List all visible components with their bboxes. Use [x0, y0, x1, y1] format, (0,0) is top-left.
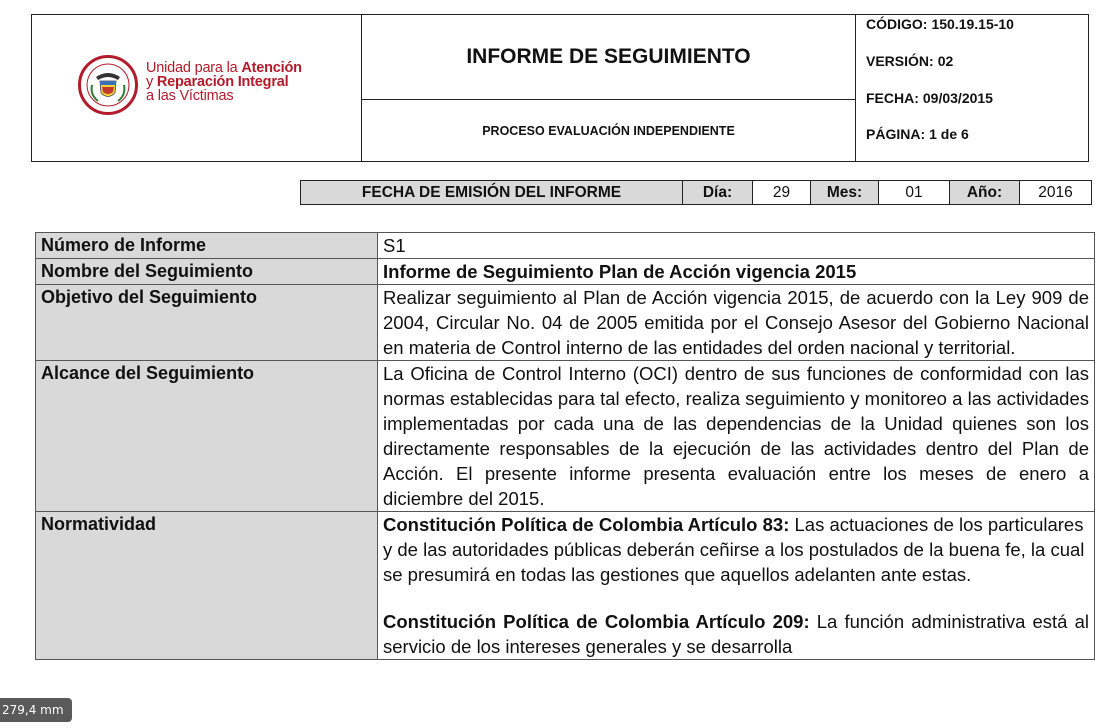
- emission-date-row: [300, 180, 1092, 205]
- meta-codigo: CÓDIGO: 150.19.15-10: [866, 16, 1014, 32]
- page-size-badge: 279,4 mm: [0, 698, 72, 722]
- table-row: [36, 285, 1095, 361]
- norma-2: Constitución Política de Colombia Artículo 209: La función administrativa está al servicio de los intereses generales y se desarrolla: [383, 611, 1089, 657]
- logo-line2-bold: Reparación Integral: [156, 74, 289, 90]
- nombre-value: Informe de Seguimiento Plan de Acción vigencia 2015: [378, 259, 1095, 285]
- document-title: INFORME DE SEGUIMIENTO: [362, 15, 856, 100]
- logo-text: [146, 61, 302, 103]
- nombre-label: Nombre del Seguimiento: [36, 259, 378, 285]
- logo-line1-prefix: Unidad para la: [146, 60, 242, 76]
- logo-line3: a las Víctimas: [146, 88, 234, 104]
- table-row: [36, 361, 1095, 512]
- logo-cell: [32, 15, 362, 161]
- process-name: PROCESO EVALUACIÓN INDEPENDIENTE: [362, 100, 856, 161]
- meta-pagina: PÁGINA: 1 de 6: [866, 126, 969, 142]
- numero-value: S1: [378, 233, 1095, 259]
- unidad-victimas-logo: [78, 55, 328, 117]
- table-row: [36, 259, 1095, 285]
- alcance-label: Alcance del Seguimiento: [36, 361, 378, 512]
- logo-line1-bold: Atención: [241, 60, 302, 76]
- meta-fecha: FECHA: 09/03/2015: [866, 90, 993, 106]
- document-meta: [856, 15, 1088, 161]
- document-header: [31, 14, 1089, 162]
- mes-value: 01: [879, 181, 950, 204]
- logo-line2-prefix: y: [146, 74, 157, 90]
- table-row: [36, 512, 1095, 660]
- dia-value: 29: [753, 181, 811, 204]
- meta-version: VERSIÓN: 02: [866, 53, 954, 69]
- table-row: [36, 233, 1095, 259]
- emission-label: FECHA DE EMISIÓN DEL INFORME: [301, 181, 683, 204]
- objetivo-label: Objetivo del Seguimiento: [36, 285, 378, 361]
- alcance-value: La Oficina de Control Interno (OCI) dentro de sus funciones de conformidad con las normas establecidas para tal efecto, realiza seguimiento y monitoreo a las actividades implementadas por cada una de las dependencias de la Unidad quienes son los directamente responsables de la ejecución de las actividades dentro del Plan de Acción. El presente informe presenta evaluación entre los meses de enero a diciembre del 2015.: [378, 361, 1095, 512]
- dia-label: Día:: [683, 181, 753, 204]
- mes-label: Mes:: [811, 181, 879, 204]
- norma-1: Constitución Política de Colombia Artículo 83: Las actuaciones de los particulares y de las autoridades públicas deberán ceñirse a los postulados de la buena fe, la cual se presumirá en todas las gestiones que aquellos adelanten ante estas.: [383, 514, 1085, 585]
- anio-value: 2016: [1038, 183, 1073, 201]
- numero-label: Número de Informe: [36, 233, 378, 259]
- colombia-seal-icon: [78, 55, 138, 115]
- anio-label: Año:: [950, 181, 1020, 204]
- report-info-table: [35, 232, 1095, 660]
- normatividad-value: [378, 512, 1095, 660]
- objetivo-value: Realizar seguimiento al Plan de Acción vigencia 2015, de acuerdo con la Ley 909 de 2004, Circular No. 04 de 2005 emitida por el Consejo Asesor del Gobierno Nacional en materia de Control interno de las entidades del orden nacional y territorial.: [378, 285, 1095, 361]
- normatividad-label: Normatividad: [36, 512, 378, 660]
